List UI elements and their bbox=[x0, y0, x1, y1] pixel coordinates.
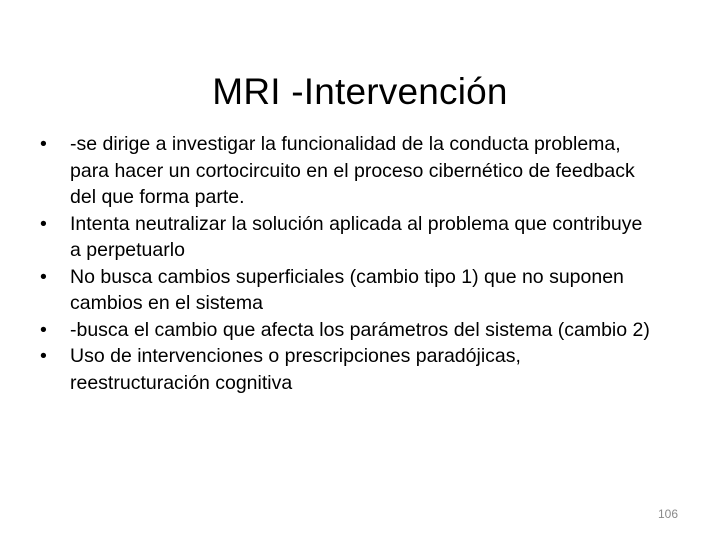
bullet-dot-icon: • bbox=[40, 133, 47, 155]
bullet-item bbox=[40, 343, 650, 396]
bullet-item bbox=[40, 264, 650, 317]
bullet-item bbox=[40, 131, 650, 211]
bullet-item bbox=[40, 317, 650, 344]
bullet-dot-icon: • bbox=[40, 212, 47, 235]
bullet-text: -se dirige a investigar la funcionalidad de la conducta problema, para hacer un cortocircuito en el proceso cibernético de feedback del que forma parte. bbox=[70, 133, 635, 208]
bullet-dot-icon: • bbox=[40, 318, 47, 341]
page-number: 106 bbox=[657, 507, 678, 521]
slide-title: MRI -Intervención bbox=[212, 70, 508, 112]
bullet-text: Uso de intervenciones o prescripciones paradójicas, reestructuración cognitiva bbox=[70, 345, 521, 394]
bullet-text: -busca el cambio que afecta los parámetros del sistema (cambio 2) bbox=[70, 318, 650, 341]
bullet-text: Intenta neutralizar la solución aplicada al problema que contribuye a perpetuarlo bbox=[70, 212, 643, 261]
bullet-dot-icon: • bbox=[40, 265, 47, 288]
bullet-text: No busca cambios superficiales (cambio tipo 1) que no suponen cambios en el sistema bbox=[70, 265, 624, 314]
bullet-list bbox=[40, 131, 650, 396]
bullet-dot-icon: • bbox=[40, 345, 47, 367]
bullet-item bbox=[40, 211, 650, 264]
